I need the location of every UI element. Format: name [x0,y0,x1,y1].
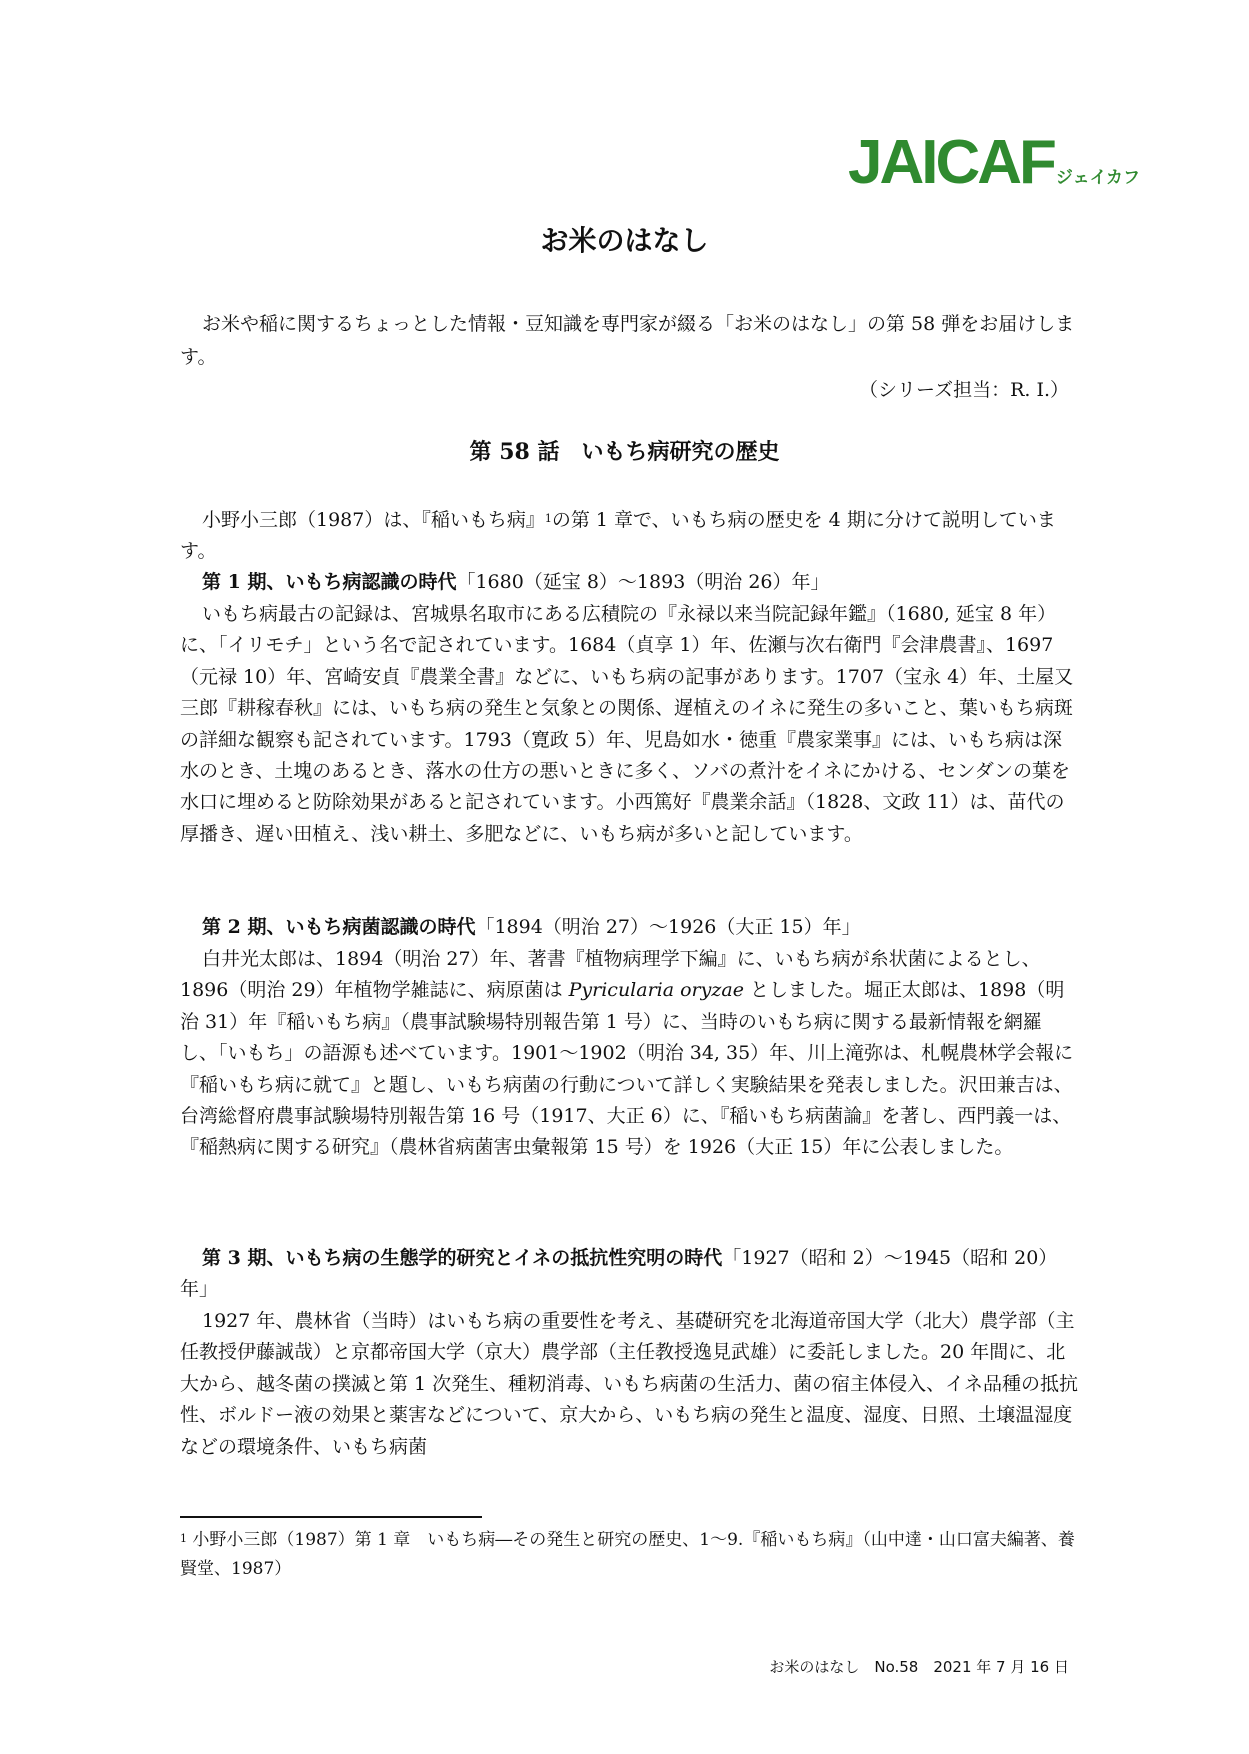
period2-text-before: 白井光太郎は、1894（明治 27）年、著書『植物病理学下編』に、いもち病が糸状菌によるとし、1896（明治 29）年植物学雑誌に、病原菌は [180,948,1041,1002]
period2-heading: 第 2 期、いもち病菌認識の時代 [202,916,476,938]
period2-section [180,944,1079,1164]
opening-paragraph [180,505,1079,568]
series-byline: （シリーズ担当：R. I.） [859,379,1069,401]
period2-text-after: としました。堀正太郎は、1898（明治 31）年『稲いもち病』（農事試験場特別報告第 1 号）に、当時のいもち病に関する最新情報を網羅し、「いもち」の語源も述べています。1901～1902（明治 34, 35）年、川上滝弥は、札幌農林学会報に『稲いもち病に就て』と題し、いもち病菌の行動について詳しく実験結果を発表しました。沢田兼吉は、台湾総督府農事試験場特別報告第 16 号（1917、大正 6）に、『稲いもち病菌論』を著し、西門義一は、『稲熱病に関する研究』（農林省病菌害虫彙報第 15 号）を 1926（大正 15）年に公表しました。 [180,979,1074,1159]
period1-heading: 第 1 期、いもち病認識の時代 [202,571,457,593]
footnote-divider [180,1516,482,1518]
opening-text-after: の第 1 章で、いもち病の歴史を 4 期に分けて説明しています。 [180,509,1056,563]
series-title: お米のはなし [540,224,709,257]
footnote-text: 小野小三郎（1987）第 1 章 いもち病―その発生と研究の歴史、1～9.『稲いもち病』（山中達・山口富夫編著、養賢堂、1987） [180,1530,1075,1579]
logo-kana: ジェイカフ [1055,168,1141,188]
period3-heading: 第 3 期、いもち病の生態学的研究とイネの抵抗性究明の時代 [202,1247,723,1269]
footnote [180,1526,1079,1584]
period2-range: 「1894（明治 27）～1926（大正 15）年」 [475,916,861,938]
period1-text: いもち病最古の記録は、宮城県名取市にある広積院の『永禄以来当院記録年鑑』（1680, 延宝 8 年）に、「イリモチ」という名で記されています。1684（貞享 1）年、佐瀬与次右衛門『会津農書』、1697（元禄 10）年、宮崎安貞『農業全書』などに、いもち病の記事があります。1707（宝永 4）年、土屋又三郎『耕稼春秋』には、いもち病の発生と気象との関係、遅植えのイネに発生の多いこと、葉いもち病斑の詳細な観察も記されています。1793（寛政 5）年、児島如水・徳重『農家業事』には、いもち病は深水のとき、土塊のあるとき、落水の仕方の悪いときに多く、ソバの煮汁をイネにかける、センダンの葉を水口に埋めると防除効果があると記されています。小西篤好『農業余話』（1828、文政 11）は、苗代の厚播き、遅い田植え、浅い耕土、多肥などに、いもち病が多いと記しています。 [180,603,1074,845]
pathogen-name: Pyricularia oryzae [568,979,744,1002]
footnote-number: 1 [180,1532,187,1545]
intro-paragraph: お米や稲に関するちょっとした情報・豆知識を専門家が綴る「お米のはなし」の第 58 弾をお届けします。 [180,313,1075,368]
period3-text: 1927 年、農林省（当時）はいもち病の重要性を考え、基礎研究を北海道帝国大学（北大）農学部（主任教授伊藤誠哉）と京都帝国大学（京大）農学部（主任教授逸見武雄）に委託しました。20 年間に、北大から、越冬菌の撲滅と第 1 次発生、種籾消毒、いもち病菌の生活力、菌の宿主体侵入、イネ品種の抵抗性、ボルドー液の効果と薬害などについて、京大から、いもち病の発生と温度、湿度、日照、土壌温湿度などの環境条件、いもち病菌 [180,1310,1078,1458]
footnote-ref[interactable]: 1 [544,512,552,525]
chapter-title: 第 58 話 いもち病研究の歴史 [469,439,780,465]
page-footer: お米のはなし No.58 2021 年 7 月 16 日 [769,1658,1069,1676]
period3-section [180,1306,1079,1463]
period2-header [180,912,1079,943]
opening-text-before: 小野小三郎（1987）は、『稲いもち病』 [202,509,545,531]
period1-section [180,599,1079,850]
period3-header [180,1243,1079,1306]
logo-text: JAICAF [848,128,1054,197]
period3-range: 「1927（昭和 2）～1945（昭和 20）年」 [180,1247,1058,1301]
period1-range: 「1680（延宝 8）～1893（明治 26）年」 [456,571,830,593]
jaicaf-logo [848,128,1141,197]
period1-header [180,567,1079,598]
